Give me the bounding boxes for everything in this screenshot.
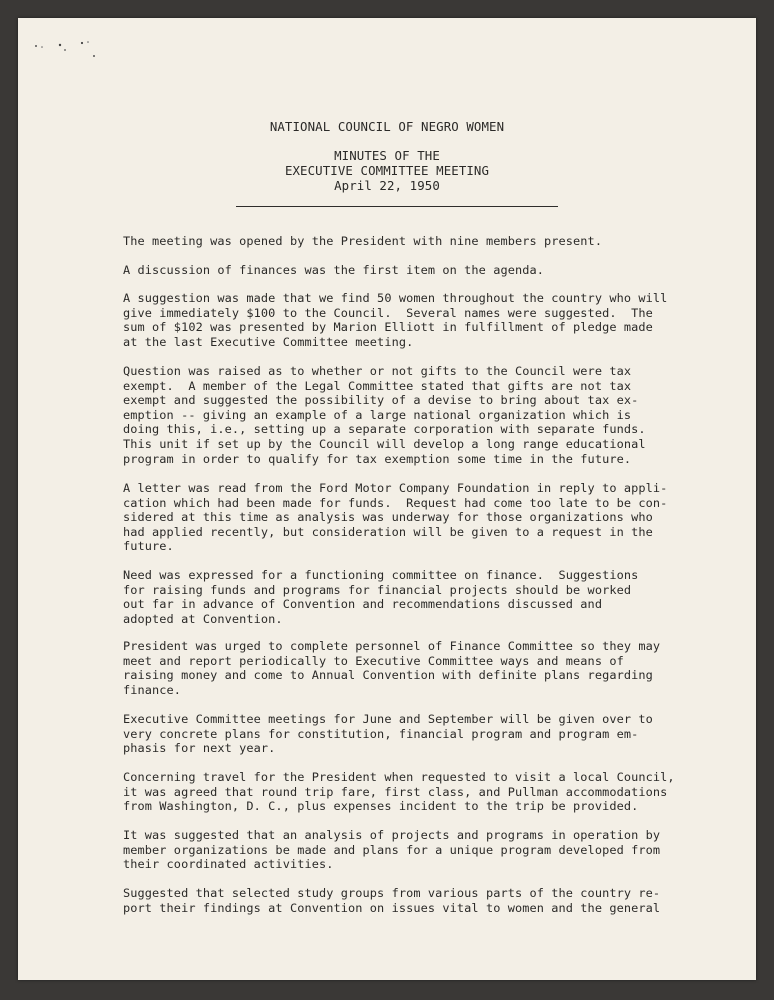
paragraph-line: A suggestion was made that we find 50 women throughout the country who will bbox=[123, 291, 668, 305]
minutes-paragraph bbox=[123, 886, 683, 915]
paragraph-line: had applied recently, but consideration will be given to a request in the bbox=[123, 524, 653, 539]
paragraph-line: This unit if set up by the Council will develop a long range educational bbox=[123, 436, 646, 451]
paragraph-line: A discussion of finances was the first item on the agenda. bbox=[123, 263, 545, 277]
minutes-paragraph bbox=[123, 568, 683, 626]
paragraph-line: future. bbox=[123, 539, 174, 554]
minutes-paragraph bbox=[123, 234, 683, 249]
paragraph-line: Concerning travel for the President when requested to visit a local Council, bbox=[123, 770, 675, 784]
paragraph-line: sidered at this time as analysis was underway for those organizations who bbox=[123, 510, 653, 525]
paragraph-line: Executive Committee meetings for June and September will be given over to bbox=[123, 712, 653, 726]
paragraph-line: cation which had been made for funds. Request had come too late to be con- bbox=[123, 495, 668, 510]
paragraph-line: meet and report periodically to Executive Committee ways and means of bbox=[123, 653, 624, 668]
paragraph-line: A letter was read from the Ford Motor Company Foundation in reply to appli- bbox=[123, 481, 668, 495]
paragraph-line: emption -- giving an example of a large national organization which is bbox=[123, 407, 632, 422]
paragraph-line: adopted at Convention. bbox=[123, 611, 283, 626]
document-page bbox=[18, 18, 756, 980]
minutes-paragraph bbox=[123, 770, 683, 814]
minutes-paragraph bbox=[123, 828, 683, 872]
organization-heading: NATIONAL COUNCIL OF NEGRO WOMEN bbox=[269, 119, 505, 134]
paragraph-line: It was suggested that an analysis of projects and programs in operation by bbox=[123, 828, 661, 842]
paragraph-line: exempt and suggested the possibility of a devise to bring about tax ex- bbox=[123, 393, 639, 408]
paragraph-line: for raising funds and programs for financial projects should be worked bbox=[123, 582, 632, 597]
paragraph-line: exempt. A member of the Legal Committee stated that gifts are not tax bbox=[123, 378, 632, 393]
paragraph-line: it was agreed that round trip fare, first class, and Pullman accommodations bbox=[123, 784, 668, 799]
paragraph-line: from Washington, D. C., plus expenses incident to the trip be provided. bbox=[123, 799, 639, 814]
paragraph-line: program in order to qualify for tax exemption some time in the future. bbox=[123, 451, 632, 466]
meeting-date: April 22, 1950 bbox=[334, 178, 440, 193]
minutes-paragraph bbox=[123, 364, 683, 466]
minutes-paragraph bbox=[123, 263, 683, 278]
paragraph-line: give immediately $100 to the Council. Several names were suggested. The bbox=[123, 305, 653, 320]
paragraph-line: Need was expressed for a functioning committee on finance. Suggestions bbox=[123, 568, 639, 582]
paragraph-line: raising money and come to Annual Convention with definite plans regarding bbox=[123, 668, 653, 683]
paragraph-line: sum of $102 was presented by Marion Elliott in fulfillment of pledge made bbox=[123, 320, 653, 335]
title-rule bbox=[236, 206, 558, 207]
paragraph-line: very concrete plans for constitution, financial program and program em- bbox=[123, 726, 639, 741]
meeting-title: EXECUTIVE COMMITTEE MEETING bbox=[284, 163, 490, 178]
paper-specks bbox=[32, 28, 102, 58]
paragraph-line: out far in advance of Convention and recommendations discussed and bbox=[123, 597, 603, 612]
paragraph-line: Suggested that selected study groups from various parts of the country re- bbox=[123, 886, 661, 900]
minutes-paragraph bbox=[123, 639, 683, 697]
minutes-paragraph bbox=[123, 712, 683, 756]
minutes-paragraph bbox=[123, 291, 683, 349]
paragraph-line: their coordinated activities. bbox=[123, 857, 334, 872]
paragraph-line: member organizations be made and plans for a unique program developed from bbox=[123, 842, 661, 857]
paragraph-line: at the last Executive Committee meeting. bbox=[123, 334, 414, 349]
paragraph-line: The meeting was opened by the President with nine members present. bbox=[123, 234, 603, 248]
paragraph-line: doing this, i.e., setting up a separate corporation with separate funds. bbox=[123, 422, 646, 437]
paragraph-line: finance. bbox=[123, 682, 182, 697]
paragraph-line: Question was raised as to whether or not gifts to the Council were tax bbox=[123, 364, 632, 378]
minutes-title: MINUTES OF THE bbox=[334, 148, 440, 163]
minutes-paragraph bbox=[123, 481, 683, 554]
paragraph-line: President was urged to complete personnel of Finance Committee so they may bbox=[123, 639, 661, 653]
paragraph-line: phasis for next year. bbox=[123, 741, 276, 756]
paragraph-line: port their findings at Convention on issues vital to women and the general bbox=[123, 900, 661, 915]
